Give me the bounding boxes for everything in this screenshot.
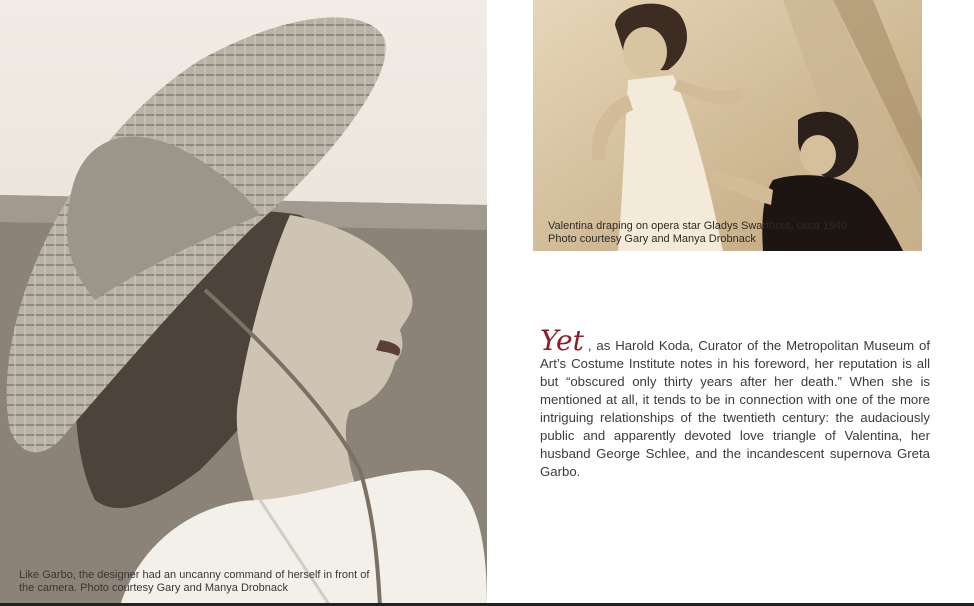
drop-cap-word: Yet <box>540 324 584 357</box>
draping-image <box>533 0 922 251</box>
portrait-caption: Like Garbo, the designer had an uncanny command of herself in front of the camera. Photo courtesy Gary and Manya Drobnack <box>19 569 370 594</box>
article-paragraph <box>540 324 930 481</box>
draping-caption-line1: Valentina draping on opera star Gladys Swarthout, circa 1940 <box>548 220 848 232</box>
draping-photo <box>533 0 922 251</box>
article-body-text: , as Harold Koda, Curator of the Metropolitan Museum of Art’s Costume Institute notes in his foreword, her reputation is all but “obscured only thirty years after her death.” When she is mentioned at all, it tends to be in connection with one of the more intriguing relationships of the twentieth century: the audaciously public and apparently devoted love triangle of Valentina, her husband George Schlee, and the incandescent supernova Greta Garbo. <box>540 338 930 479</box>
draping-caption-line2: Photo courtesy Gary and Manya Drobnack <box>548 233 756 245</box>
draping-caption <box>548 220 908 246</box>
